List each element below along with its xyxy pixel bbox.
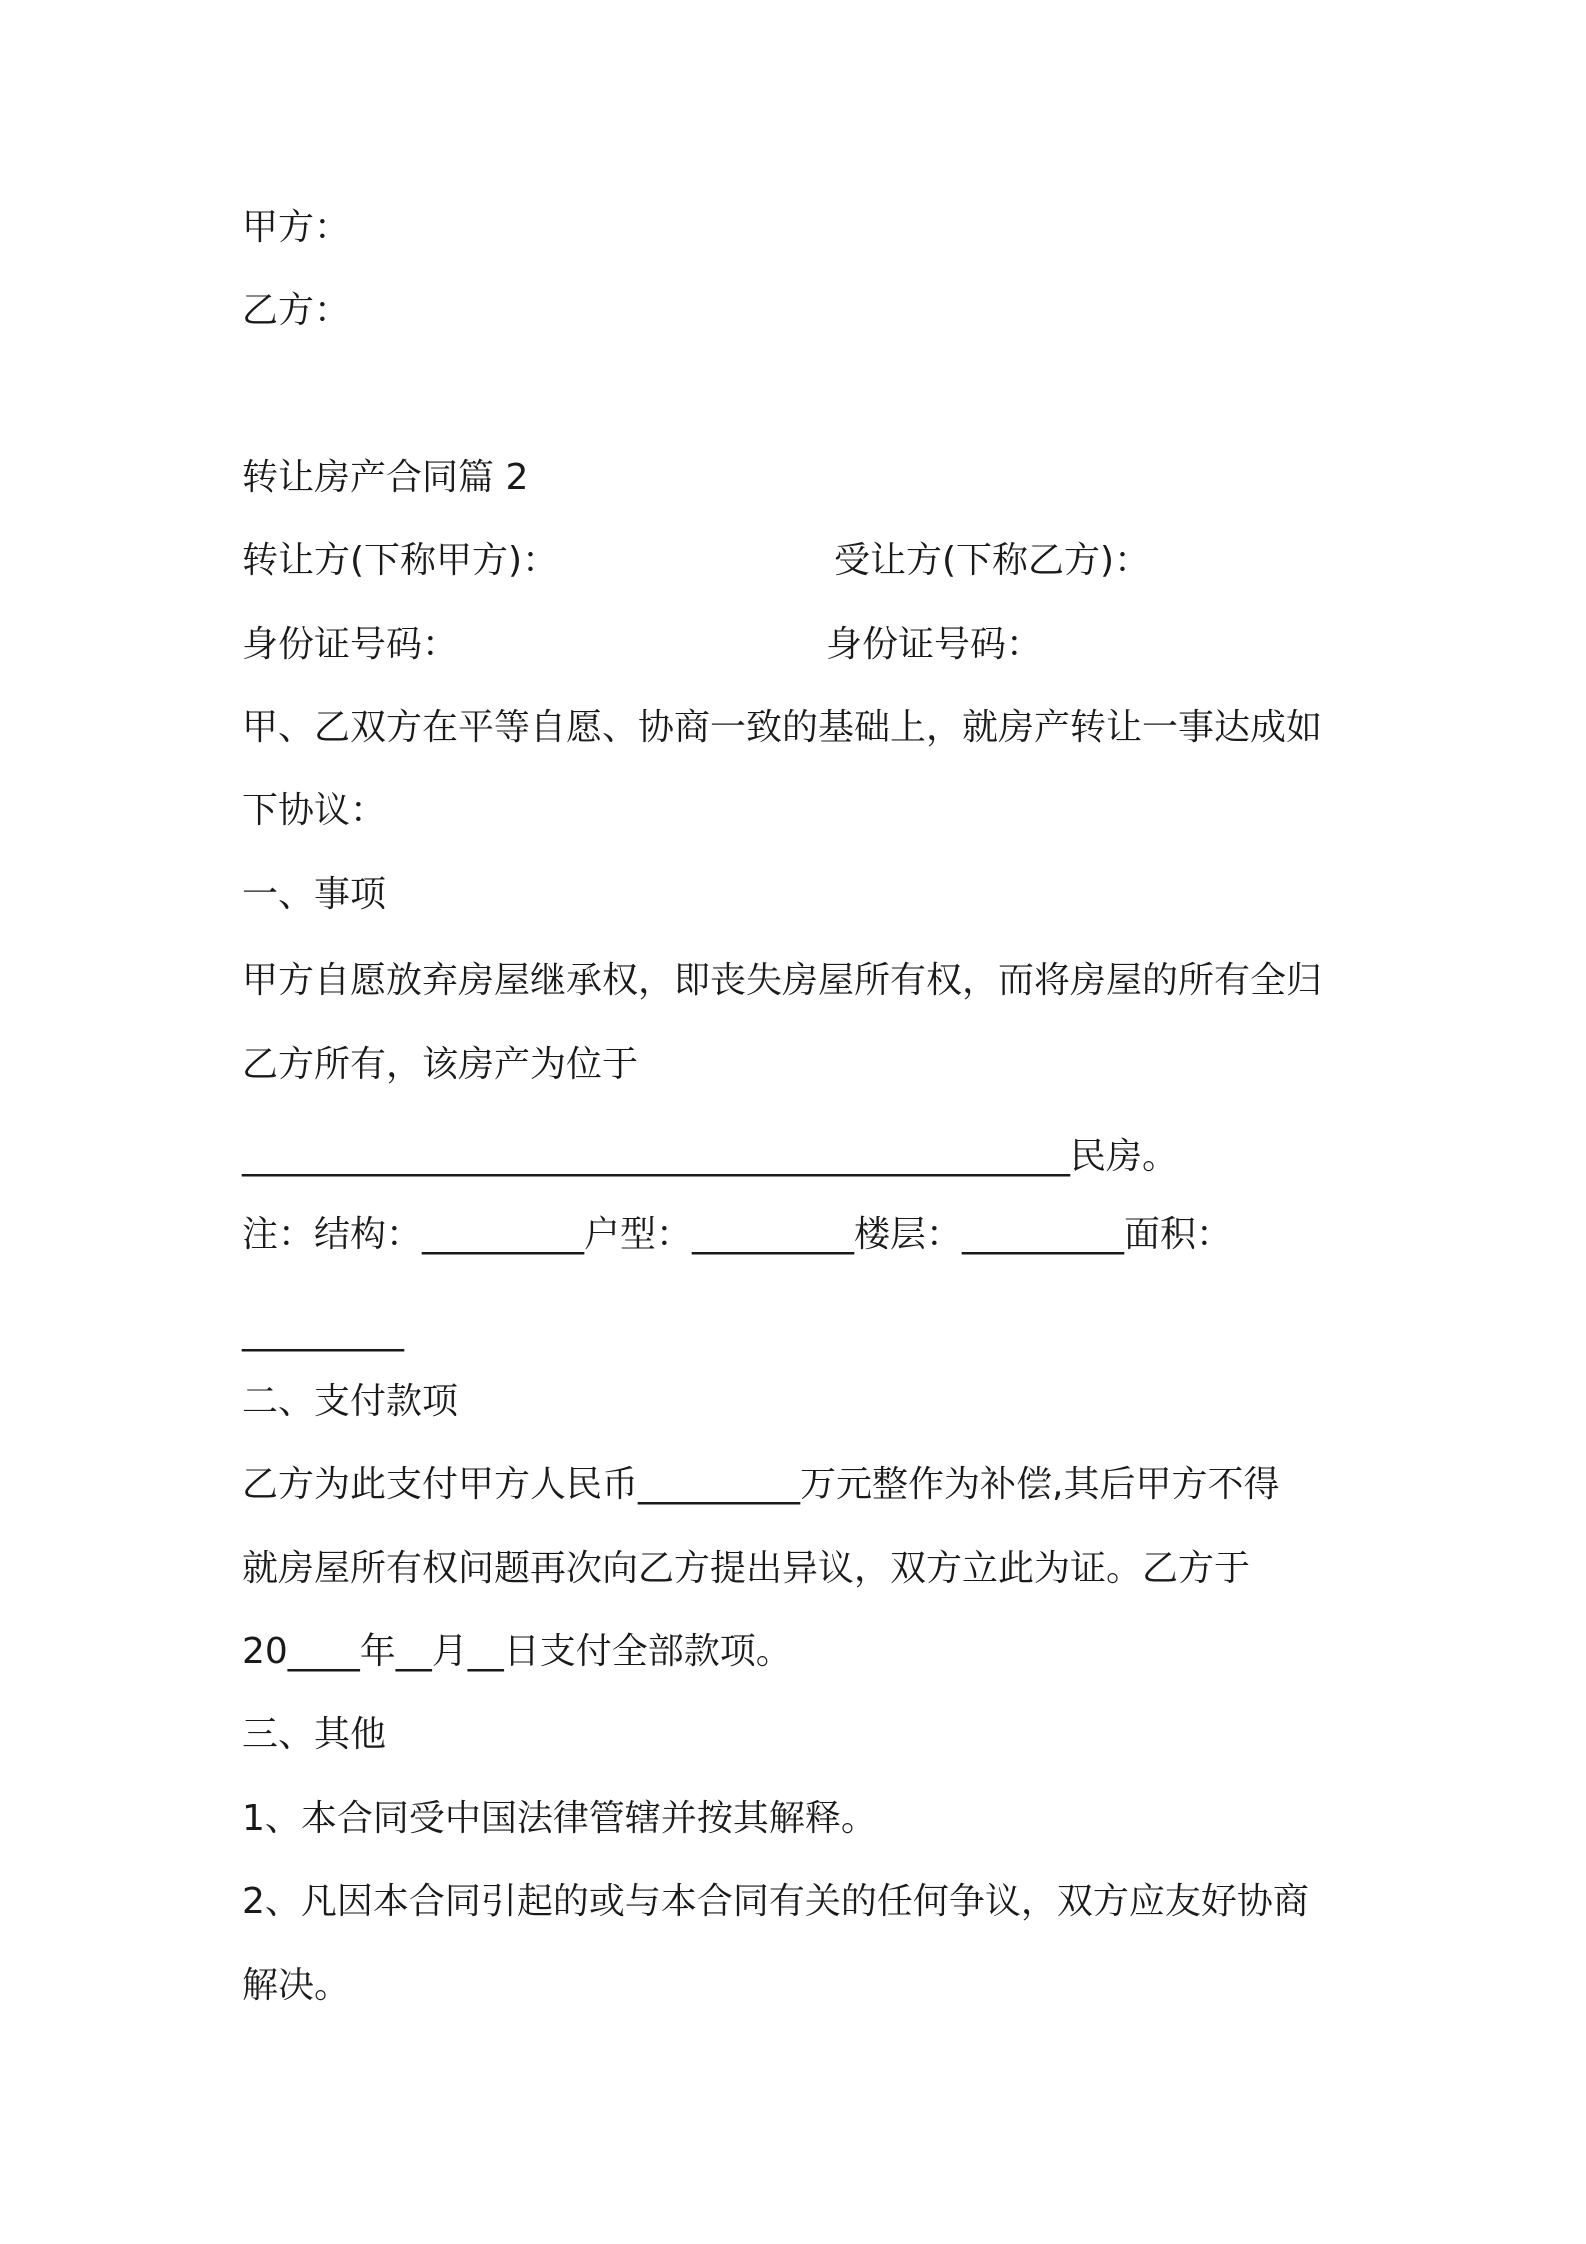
parties-row — [242, 539, 1352, 583]
section-heading-2: 二、支付款项 — [242, 1381, 459, 1422]
section-1-line-1: 甲方自愿放弃房屋继承权，即丧失房屋所有权，而将房屋的所有全归 — [242, 960, 1323, 1001]
party-b-label: 乙方： — [242, 290, 351, 331]
section-1-note-continued: _________ — [242, 1311, 404, 1352]
id-row — [242, 623, 1352, 667]
section-2-line-1: 乙方为此支付甲方人民币_________万元整作为补偿,其后甲方不得 — [242, 1464, 1280, 1505]
section-1-address-blank: ______________________________________________民房。 — [242, 1136, 1179, 1177]
intro-line-2: 下协议： — [242, 790, 387, 831]
transferee-label: 受让方(下称乙方)： — [834, 540, 1151, 581]
section-3-item-2-line-2: 解决。 — [242, 1965, 351, 2006]
party-a-label: 甲方： — [242, 207, 351, 248]
intro-line-1: 甲、乙双方在平等自愿、协商一致的基础上，就房产转让一事达成如 — [242, 707, 1323, 748]
section-1-line-2: 乙方所有，该房产为位于 — [242, 1044, 639, 1085]
contract-title: 转让房产合同篇 2 — [242, 457, 529, 498]
section-2-line-2: 就房屋所有权问题再次向乙方提出异议，双方立此为证。乙方于 — [242, 1548, 1251, 1589]
section-1-note: 注：结构：_________户型：_________楼层：_________面积： — [242, 1214, 1233, 1255]
section-heading-3: 三、其他 — [242, 1714, 387, 1755]
id-a-label: 身份证号码： — [242, 624, 459, 665]
section-2-line-3: 20____年__月__日支付全部款项。 — [242, 1631, 792, 1672]
section-heading-1: 一、事项 — [242, 874, 387, 915]
section-3-item-1: 1、本合同受中国法律管辖并按其解释。 — [242, 1798, 877, 1839]
section-3-item-2-line-1: 2、凡因本合同引起的或与本合同有关的任何争议，双方应友好协商 — [242, 1881, 1309, 1922]
transferor-label: 转让方(下称甲方)： — [242, 540, 559, 581]
id-b-label: 身份证号码： — [826, 624, 1043, 665]
